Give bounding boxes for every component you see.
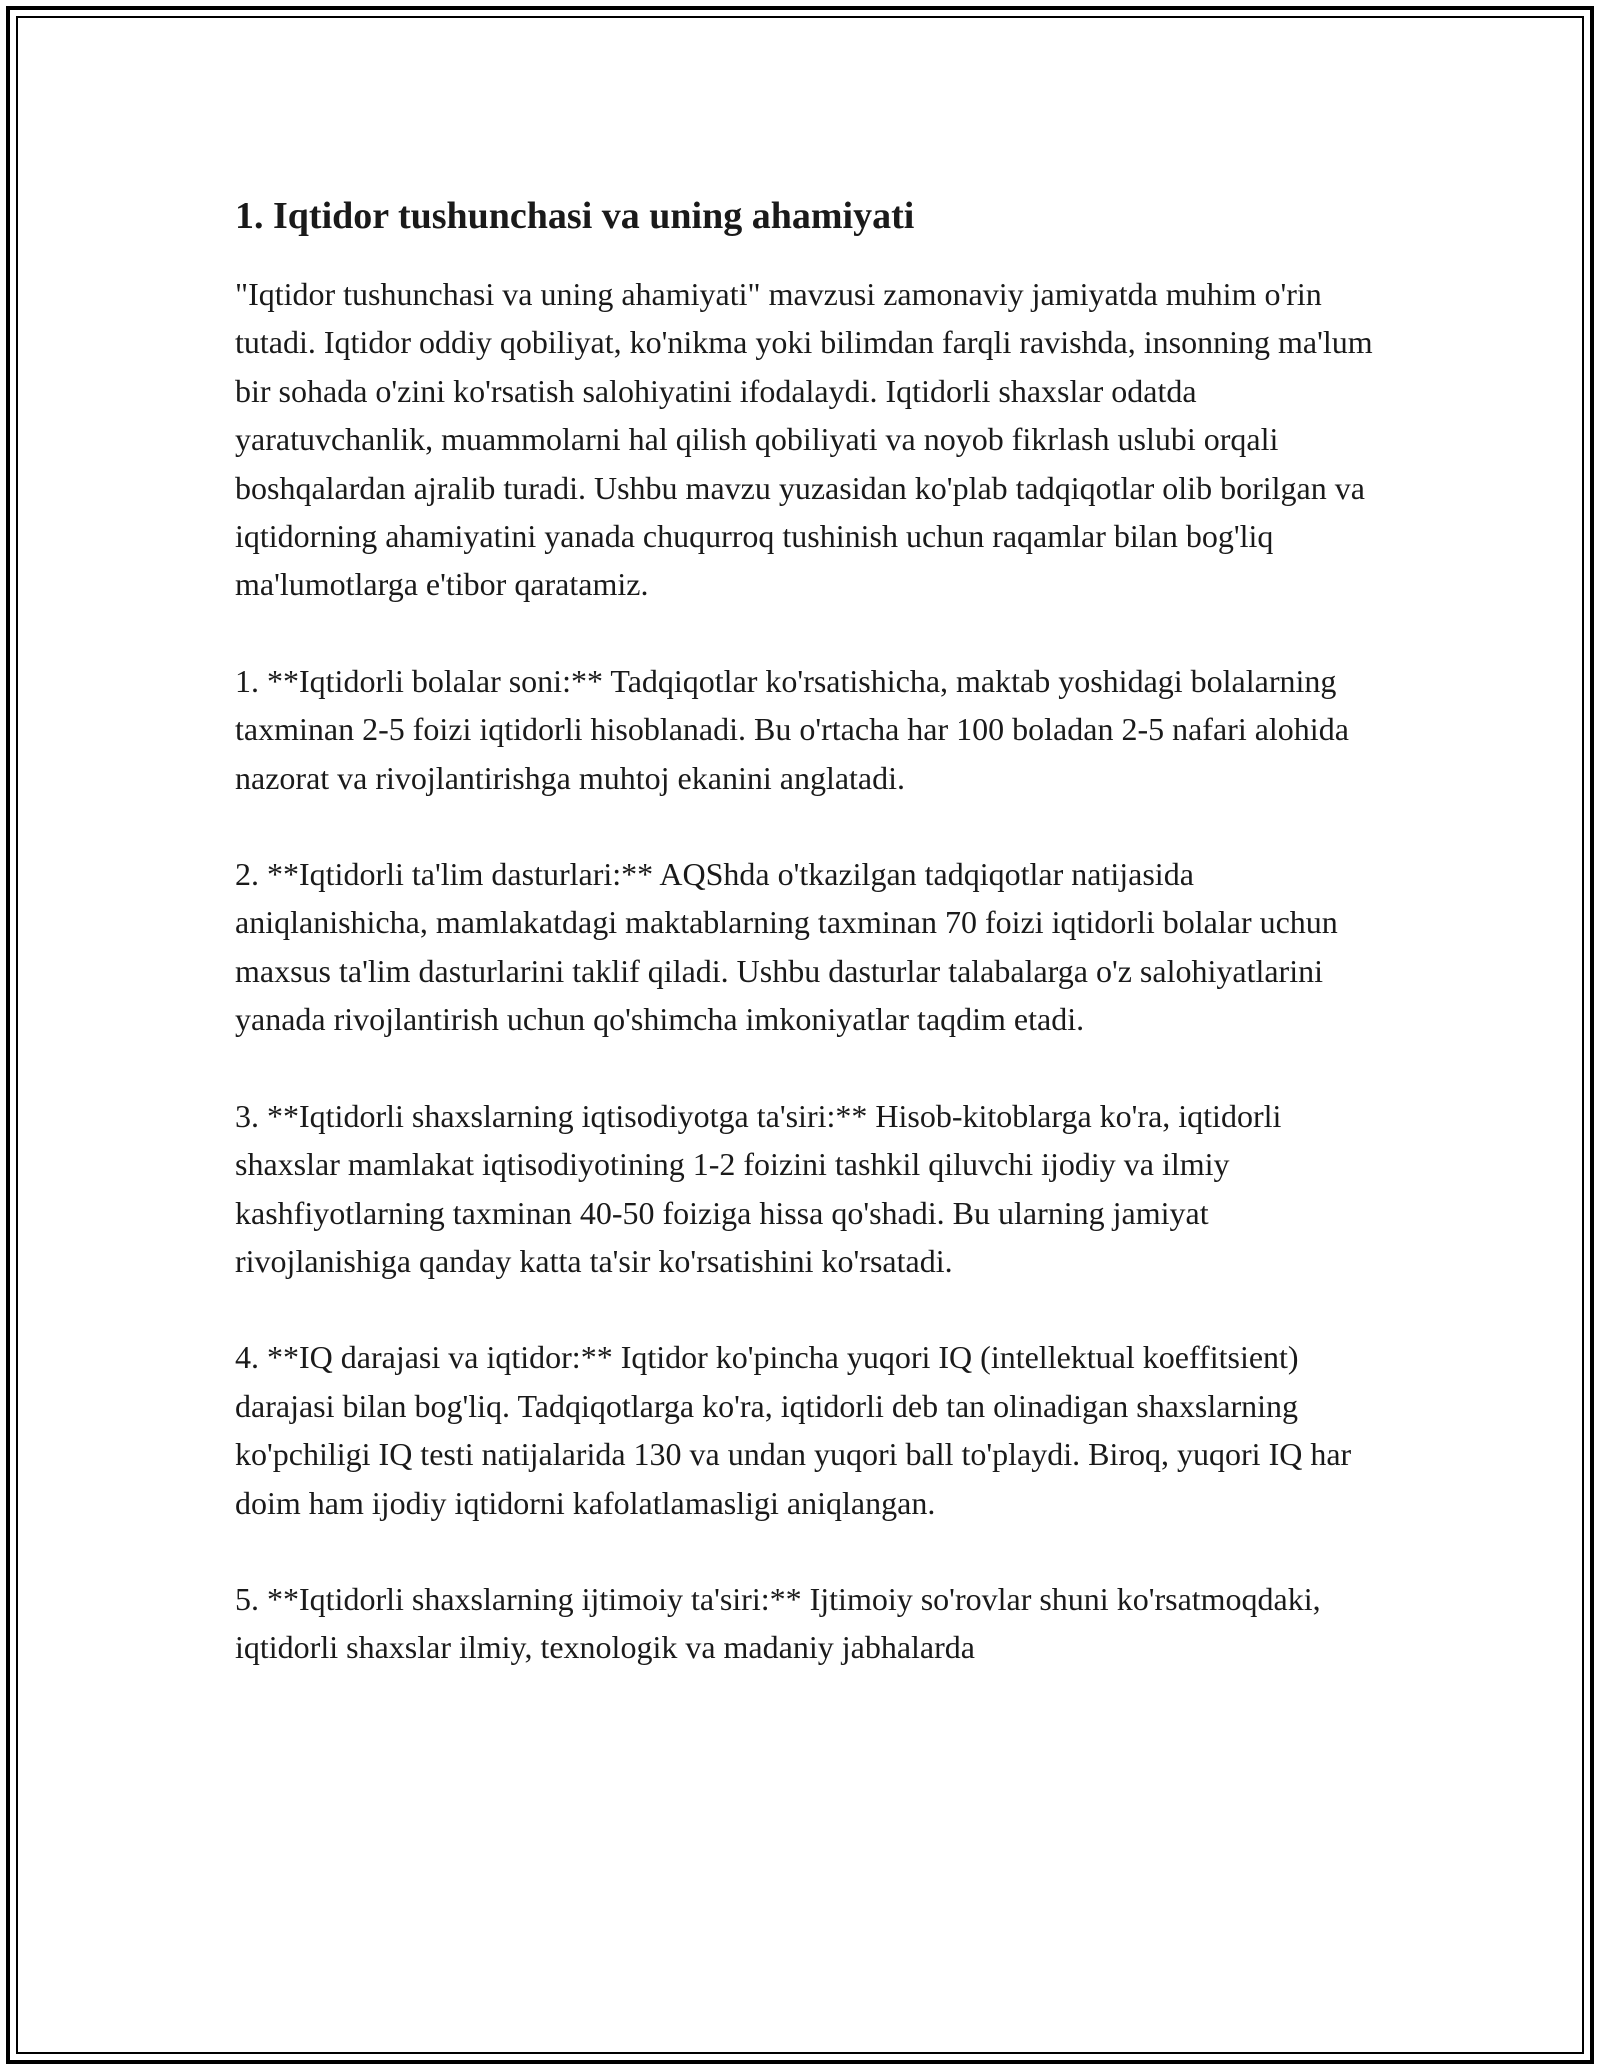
intro-paragraph: "Iqtidor tushunchasi va uning ahamiyati" mavzusi zamonaviy jamiyatda muhim o'rin tutadi. Iqtidor oddiy qobiliyat, ko'nikma yoki bilimdan farqli ravishda, insonning ma'lum bir sohada o'zini ko'rsatish salohiyatini ifodalaydi. Iqtidorli shaxslar odatda yaratuvchanlik, muammolarni hal qilish qobiliyati va noyob fikrlash uslubi orqali boshqalardan ajralib turadi. Ushbu mavzu yuzasidan ko'plab tadqiqotlar olib borilgan va iqtidorning ahamiyatini yanada chuqurroq tushinish uchun raqamlar bilan bog'liq ma'lumotlarga e'tibor qaratamiz. <box>235 276 1373 603</box>
document-body <box>235 190 1375 1672</box>
section-title: 1. Iqtidor tushunchasi va uning ahamiyati <box>235 195 915 237</box>
point-4-paragraph: 4. **IQ darajasi va iqtidor:** Iqtidor ko'pincha yuqori IQ (intellektual koeffitsient) darajasi bilan bog'liq. Tadqiqotlarga ko'ra, iqtidorli deb tan olinadigan shaxslarning ko'pchiligi IQ testi natijalarida 130 va undan yuqori ball to'playdi. Biroq, yuqori IQ har doim ham ijodiy iqtidorni kafolatlamasligi aniqlangan. <box>235 1339 1352 1521</box>
point-2-paragraph: 2. **Iqtidorli ta'lim dasturlari:** AQShda o'tkazilgan tadqiqotlar natijasida aniqlanishicha, mamlakatdagi maktablarning taxminan 70 foizi iqtidorli bolalar uchun maxsus ta'lim dasturlarini taklif qiladi. Ushbu dasturlar talabalarga o'z salohiyatlarini yanada rivojlantirish uchun qo'shimcha imkoniyatlar taqdim etadi. <box>235 856 1338 1038</box>
point-5-paragraph: 5. **Iqtidorli shaxslarning ijtimoiy ta'siri:** Ijtimoiy so'rovlar shuni ko'rsatmoqdaki, iqtidorli shaxslar ilmiy, texnologik va madaniy jabhalarda <box>235 1580 1321 1666</box>
point-1-paragraph: 1. **Iqtidorli bolalar soni:** Tadqiqotlar ko'rsatishicha, maktab yoshidagi bolalarning taxminan 2-5 foizi iqtidorli hisoblanadi. Bu o'rtacha har 100 boladan 2-5 nafari alohida nazorat va rivojlantirishga muhtoj ekanini anglatadi. <box>235 662 1349 796</box>
point-3-paragraph: 3. **Iqtidorli shaxslarning iqtisodiyotga ta'siri:** Hisob-kitoblarga ko'ra, iqtidorli shaxslar mamlakat iqtisodiyotining 1-2 foizini tashkil qiluvchi ijodiy va ilmiy kashfiyotlarning taxminan 40-50 foiziga hissa qo'shadi. Bu ularning jamiyat rivojlanishiga qanday katta ta'sir ko'rsatishini ko'rsatadi. <box>235 1097 1282 1279</box>
